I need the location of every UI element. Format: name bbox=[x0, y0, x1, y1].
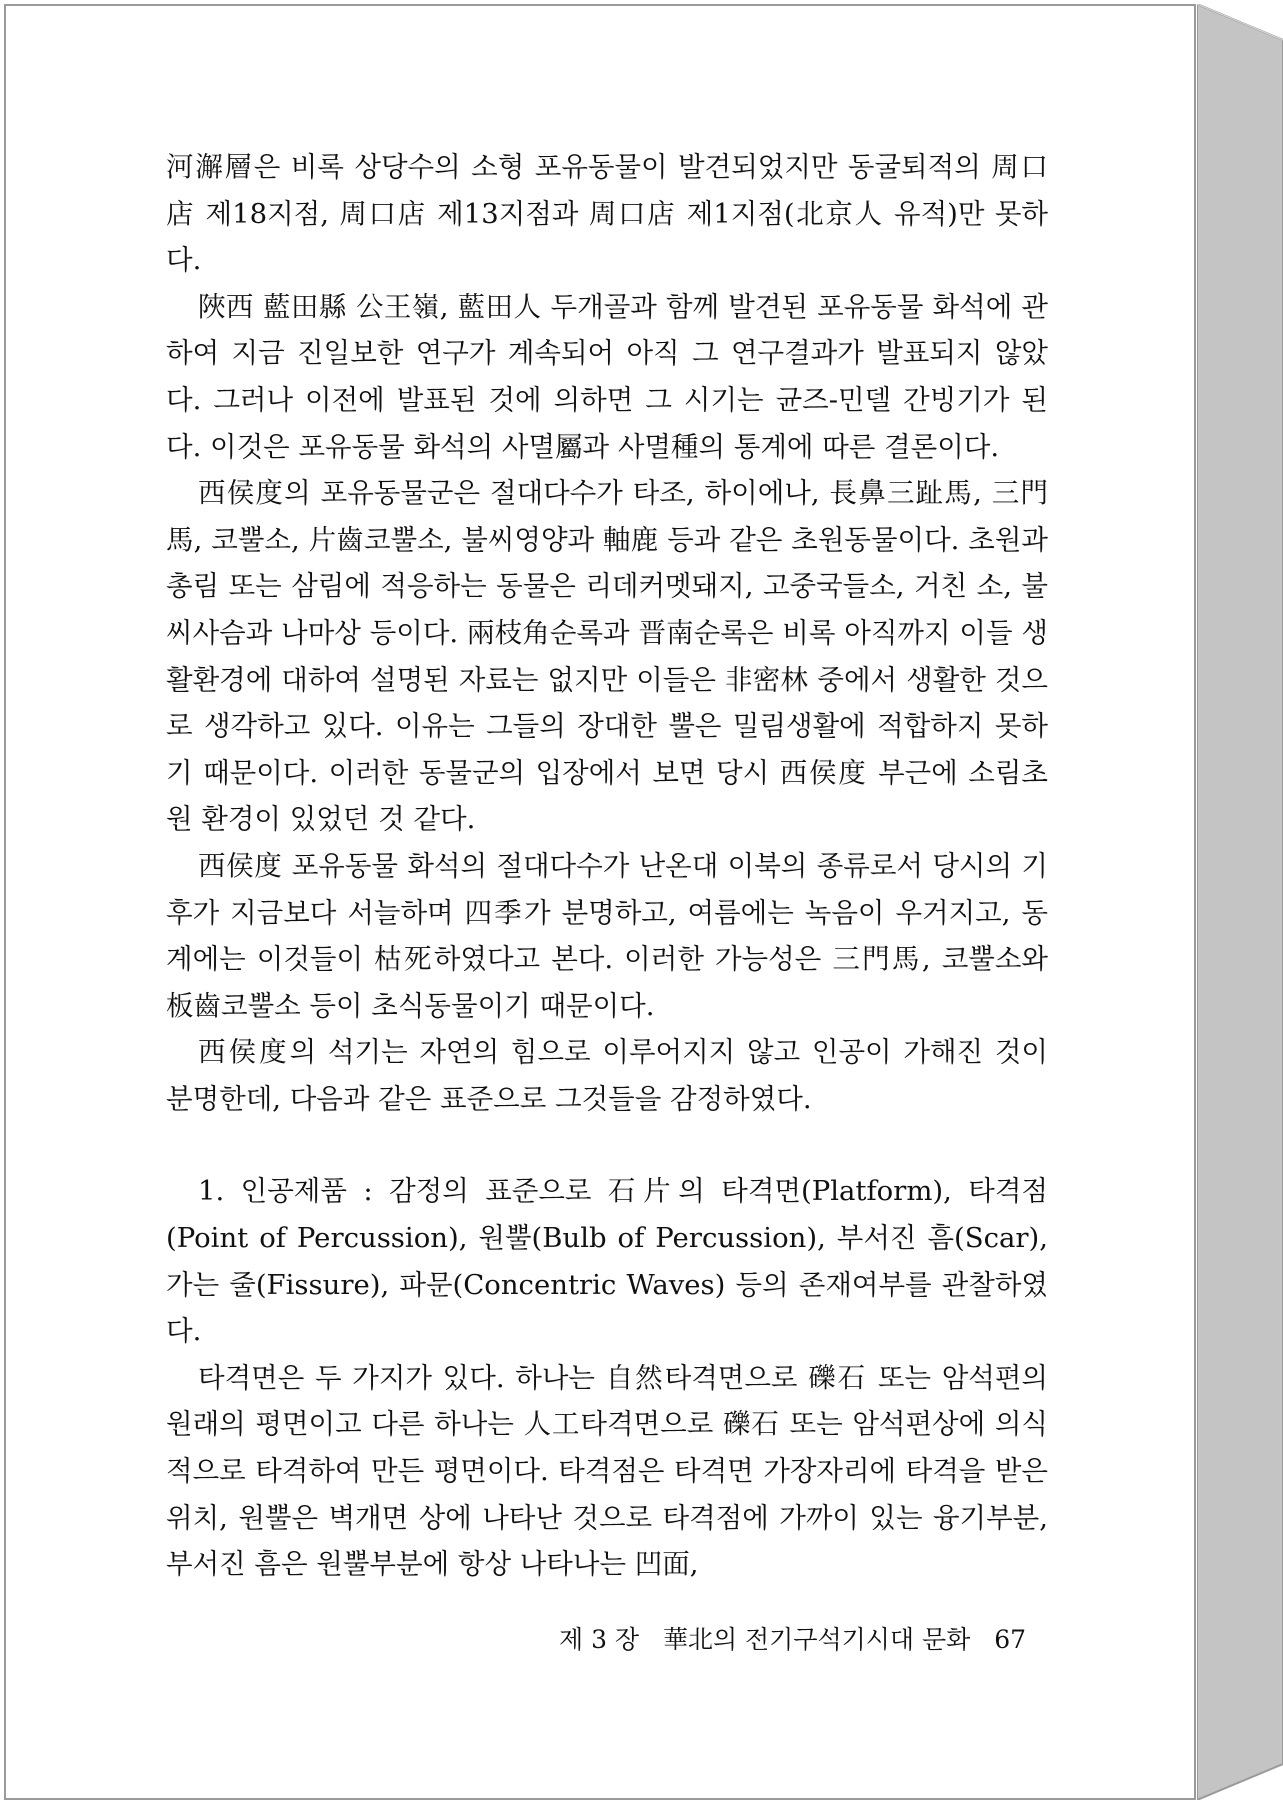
paragraph: 陜西 藍田縣 公王嶺, 藍田人 두개골과 함께 발견된 포유동물 화석에 관하여 지금 진일보한 연구가 계속되어 아직 그 연구결과가 발표되지 않았다. 그러나 이전에 발표된 것에 의하면 그 시기는 균즈-민델 간빙기가 된다. 이것은 포유동물 화석의 사멸屬과 사멸種의 통계에 따른 결론이다. bbox=[166, 290, 1048, 463]
body-text bbox=[166, 144, 1048, 1588]
page-number: 67 bbox=[994, 1625, 1026, 1654]
paragraph: 西侯度의 포유동물군은 절대다수가 타조, 하이에나, 長鼻三趾馬, 三門馬, 코뿔소, 片齒코뿔소, 불씨영양과 軸鹿 등과 같은 초원동물이다. 초원과 총림 또는 삼림에 적응하는 동물은 리데커멧돼지, 고중국들소, 거친 소, 불씨사슴과 나마상 등이다. 兩枝角순록과 晋南순록은 비록 아직까지 이들 생활환경에 대하여 설명된 자료는 없지만 이들은 非密林 중에서 생활한 것으로 생각하고 있다. 이유는 그들의 장대한 뿔은 밀림생활에 적합하지 못하기 때문이다. 이러한 동물군의 입장에서 보면 당시 西侯度 부근에 소림초원 환경이 있었던 것 같다. bbox=[166, 477, 1048, 836]
page-footer bbox=[546, 1620, 1026, 1656]
paragraph: 西侯度의 석기는 자연의 힘으로 이루어지지 않고 인공이 가해진 것이 분명한데, 다음과 같은 표준으로 그것들을 감정하였다. bbox=[166, 1036, 1048, 1115]
list-item-paragraph: 1. 인공제품 : 감정의 표준으로 石片의 타격면(Platform), 타격점(Point of Percussion), 원뿔(Bulb of Percussion), 부서진 흠(Scar), 가는 줄(Fissure), 파문(Concentric Waves) 등의 존재여부를 관찰하였다. bbox=[166, 1175, 1048, 1348]
paragraph: 西侯度 포유동물 화석의 절대다수가 난온대 이북의 종류로서 당시의 기후가 지금보다 서늘하며 四季가 분명하고, 여름에는 녹음이 우거지고, 동계에는 이것들이 枯死하였다고 본다. 이러한 가능성은 三門馬, 코뿔소와 板齒코뿔소 등이 초식동물이기 때문이다. bbox=[166, 849, 1048, 1022]
footer-chapter: 제 3 장 bbox=[558, 1625, 640, 1654]
paragraph: 河澥層은 비록 상당수의 소형 포유동물이 발견되었지만 동굴퇴적의 周口店 제18지점, 周口店 제13지점과 周口店 제1지점(北京人 유적)만 못하다. bbox=[166, 151, 1048, 277]
book-page bbox=[4, 4, 1196, 1800]
paragraph: 타격면은 두 가지가 있다. 하나는 自然타격면으로 礫石 또는 암석편의 원래의 평면이고 다른 하나는 人工타격면으로 礫石 또는 암석편상에 의식적으로 타격하여 만든 평면이다. 타격점은 타격면 가장자리에 타격을 받은 위치, 원뿔은 벽개면 상에 나타난 것으로 타격점에 가까이 있는 융기부분, 부서진 흠은 원뿔부분에 항상 나타나는 凹面, bbox=[166, 1361, 1048, 1581]
section-gap bbox=[166, 1122, 1048, 1168]
footer-title: 華北의 전기구석기시대 문화 bbox=[662, 1625, 971, 1654]
